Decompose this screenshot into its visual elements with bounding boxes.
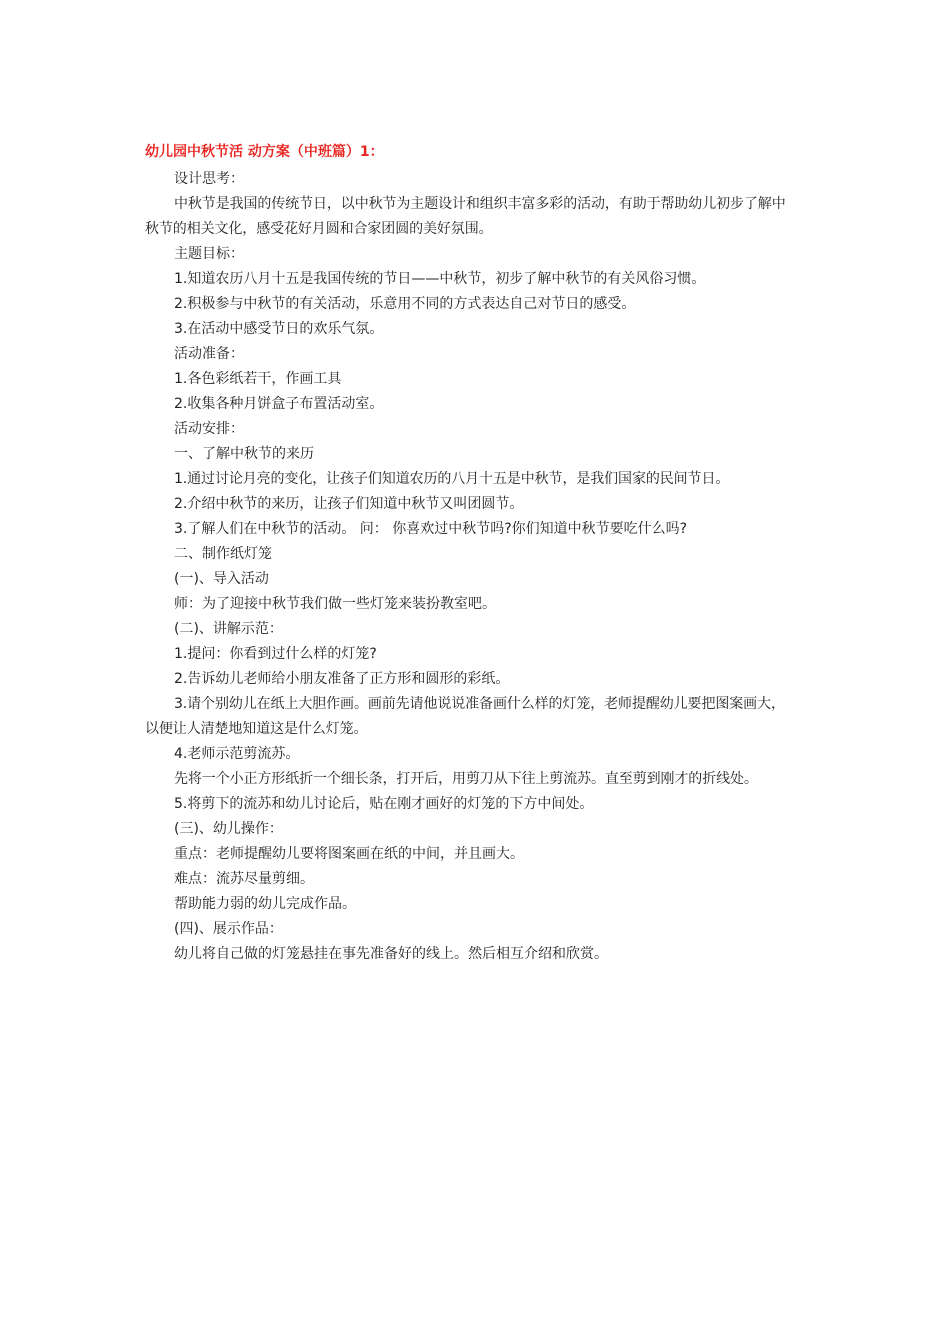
paragraph-prep-1: 1.各色彩纸若干，作画工具 [174, 371, 342, 387]
paragraph-subsection-2-item-3: 3.请个别幼儿在纸上大胆作画。画前先请他说说准备画什么样的灯笼，老师提醒幼儿要把图案画大，以便让人清楚地知道这是什么灯笼。 [145, 696, 785, 737]
paragraph-goal-2: 2.积极参与中秋节的有关活动，乐意用不同的方式表达自己对节日的感受。 [174, 296, 636, 312]
paragraph-subsection-2-item-4-text: 先将一个小正方形纸折一个细长条，打开后，用剪刀从下往上剪流苏。直至剪到刚才的折线处。 [174, 771, 758, 787]
paragraph-subsection-2-item-1: 1.提问：你看到过什么样的灯笼? [174, 646, 377, 662]
paragraph-subsection-1-text: 师：为了迎接中秋节我们做一些灯笼来装扮教室吧。 [174, 596, 496, 612]
paragraph-goals-heading: 主题目标： [174, 246, 244, 262]
paragraph-design-text: 中秋节是我国的传统节日，以中秋节为主题设计和组织丰富多彩的活动，有助于帮助幼儿初步了解中秋节的相关文化，感受花好月圆和合家团圆的美好氛围。 [145, 196, 786, 237]
paragraph-subsection-3-difficulty: 难点：流苏尽量剪细。 [174, 871, 314, 887]
paragraph-subsection-4: (四)、展示作品： [174, 921, 283, 937]
paragraph-design-heading: 设计思考： [174, 171, 244, 187]
paragraph-subsection-2-item-5: 5.将剪下的流苏和幼儿讨论后，贴在刚才画好的灯笼的下方中间处。 [174, 796, 594, 812]
paragraph-section-1-item-1: 1.通过讨论月亮的变化，让孩子们知道农历的八月十五是中秋节，是我们国家的民间节日。 [174, 471, 730, 487]
paragraph-subsection-1: (一)、导入活动 [174, 571, 269, 587]
document-body [145, 142, 790, 967]
paragraph-subsection-2-item-4: 4.老师示范剪流苏。 [174, 746, 300, 762]
paragraph-section-1-item-2: 2.介绍中秋节的来历，让孩子们知道中秋节又叫团圆节。 [174, 496, 524, 512]
paragraph-section-1: 一、了解中秋节的来历 [174, 446, 314, 462]
paragraph-subsection-3: (三)、幼儿操作： [174, 821, 283, 837]
paragraph-goal-1: 1.知道农历八月十五是我国传统的节日——中秋节，初步了解中秋节的有关风俗习惯。 [174, 271, 706, 287]
paragraph-subsection-3-help: 帮助能力弱的幼儿完成作品。 [174, 896, 356, 912]
paragraph-goal-3: 3.在活动中感受节日的欢乐气氛。 [174, 321, 384, 337]
document-title: 幼儿园中秋节活 动方案（中班篇）1： [145, 144, 384, 160]
paragraph-subsection-4-text: 幼儿将自己做的灯笼悬挂在事先准备好的线上。然后相互介绍和欣赏。 [174, 946, 608, 962]
paragraph-subsection-3-key-point: 重点：老师提醒幼儿要将图案画在纸的中间，并且画大。 [174, 846, 524, 862]
paragraph-prep-2: 2.收集各种月饼盒子布置活动室。 [174, 396, 384, 412]
paragraph-subsection-2: (二)、讲解示范： [174, 621, 283, 637]
paragraph-prep-heading: 活动准备： [174, 346, 244, 362]
paragraph-subsection-2-item-2: 2.告诉幼儿老师给小朋友准备了正方形和圆形的彩纸。 [174, 671, 510, 687]
paragraph-plan-heading: 活动安排： [174, 421, 244, 437]
paragraph-section-2: 二、制作纸灯笼 [174, 546, 272, 562]
paragraph-section-1-item-3: 3.了解人们在中秋节的活动。 问： 你喜欢过中秋节吗?你们知道中秋节要吃什么吗? [174, 521, 688, 537]
